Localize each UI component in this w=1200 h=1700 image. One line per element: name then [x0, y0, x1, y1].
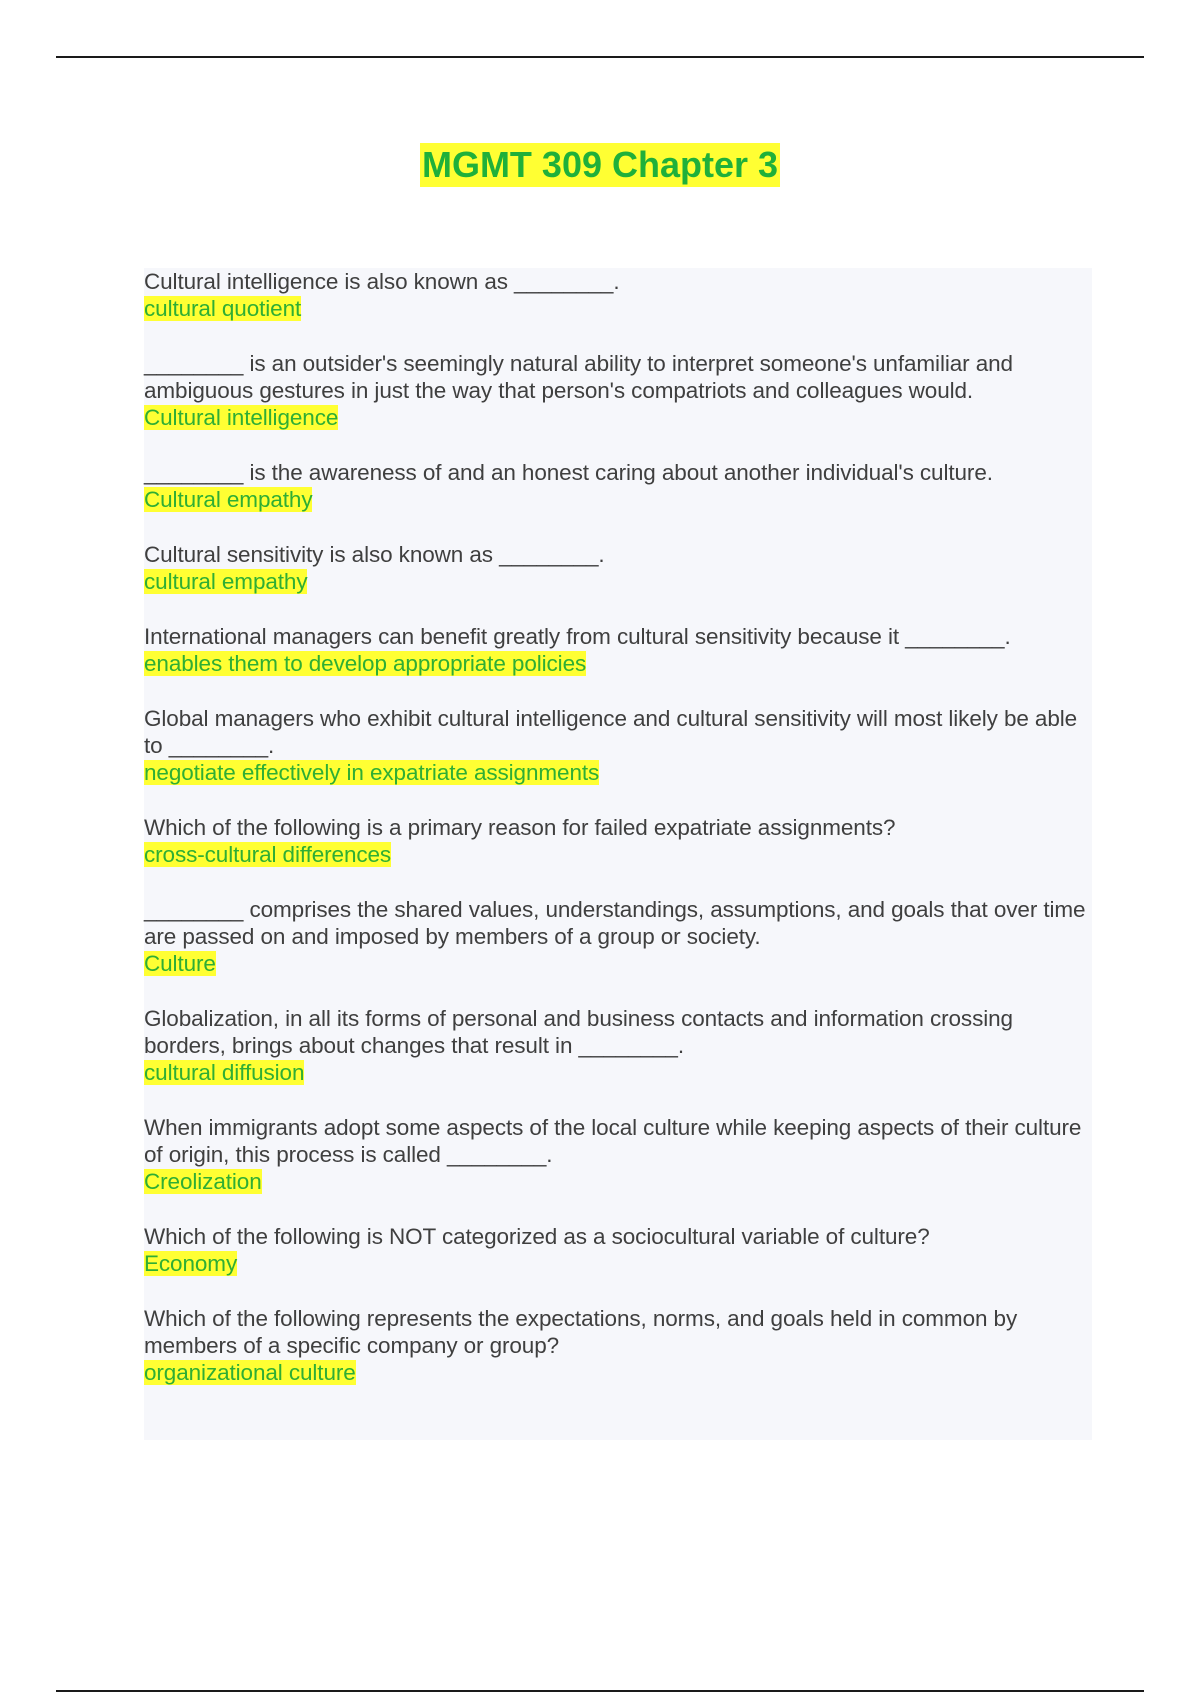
question-text: Global managers who exhibit cultural intelligence and cultural sensitivity will most likely be able to ________. [144, 706, 1078, 758]
qa-item [144, 705, 1092, 786]
qa-item [144, 623, 1092, 677]
question-text: Cultural intelligence is also known as ________. [144, 269, 620, 294]
qa-item [144, 268, 1092, 322]
answer-text: Cultural intelligence [144, 405, 339, 430]
question-text: ________ is an outsider's seemingly natural ability to interpret someone's unfamiliar and ambiguous gestures in just the way that person's compatriots and colleagues would. [144, 351, 1013, 403]
qa-item [144, 541, 1092, 595]
answer-text: cultural quotient [144, 296, 302, 321]
qa-item [144, 896, 1092, 977]
qa-item [144, 459, 1092, 513]
qa-item [144, 1223, 1092, 1277]
question-text: ________ comprises the shared values, understandings, assumptions, and goals that over time are passed on and imposed by members of a group or society. [144, 897, 1086, 949]
answer-text: Culture [144, 951, 216, 976]
page-title: MGMT 309 Chapter 3 [421, 144, 779, 185]
question-text: Cultural sensitivity is also known as ________. [144, 542, 605, 567]
question-text: International managers can benefit greatly from cultural sensitivity because it ________. [144, 624, 1011, 649]
qa-item [144, 1114, 1092, 1195]
answer-text: Creolization [144, 1169, 262, 1194]
answer-text: cross-cultural differences [144, 842, 392, 867]
question-text: Globalization, in all its forms of personal and business contacts and information crossing borders, brings about changes that result in ________. [144, 1006, 1013, 1058]
qa-item [144, 814, 1092, 868]
qa-item [144, 1305, 1092, 1386]
answer-text: cultural diffusion [144, 1060, 305, 1085]
question-text: Which of the following is NOT categorized as a sociocultural variable of culture? [144, 1224, 930, 1249]
qa-panel [144, 268, 1092, 1440]
qa-item [144, 1005, 1092, 1086]
question-text: ________ is the awareness of and an honest caring about another individual's culture. [144, 460, 993, 485]
answer-text: Economy [144, 1251, 238, 1276]
answer-text: Cultural empathy [144, 487, 313, 512]
qa-list [144, 268, 1092, 1414]
bottom-rule [56, 1690, 1144, 1692]
question-text: When immigrants adopt some aspects of the local culture while keeping aspects of their culture of origin, this process is called ________. [144, 1115, 1082, 1167]
question-text: Which of the following represents the expectations, norms, and goals held in common by members of a specific company or group? [144, 1306, 1018, 1358]
answer-text: organizational culture [144, 1360, 356, 1385]
question-text: Which of the following is a primary reason for failed expatriate assignments? [144, 815, 896, 840]
answer-text: enables them to develop appropriate policies [144, 651, 587, 676]
answer-text: negotiate effectively in expatriate assignments [144, 760, 600, 785]
title-container [0, 143, 1200, 187]
answer-text: cultural empathy [144, 569, 308, 594]
top-rule [56, 56, 1144, 58]
qa-item [144, 350, 1092, 431]
